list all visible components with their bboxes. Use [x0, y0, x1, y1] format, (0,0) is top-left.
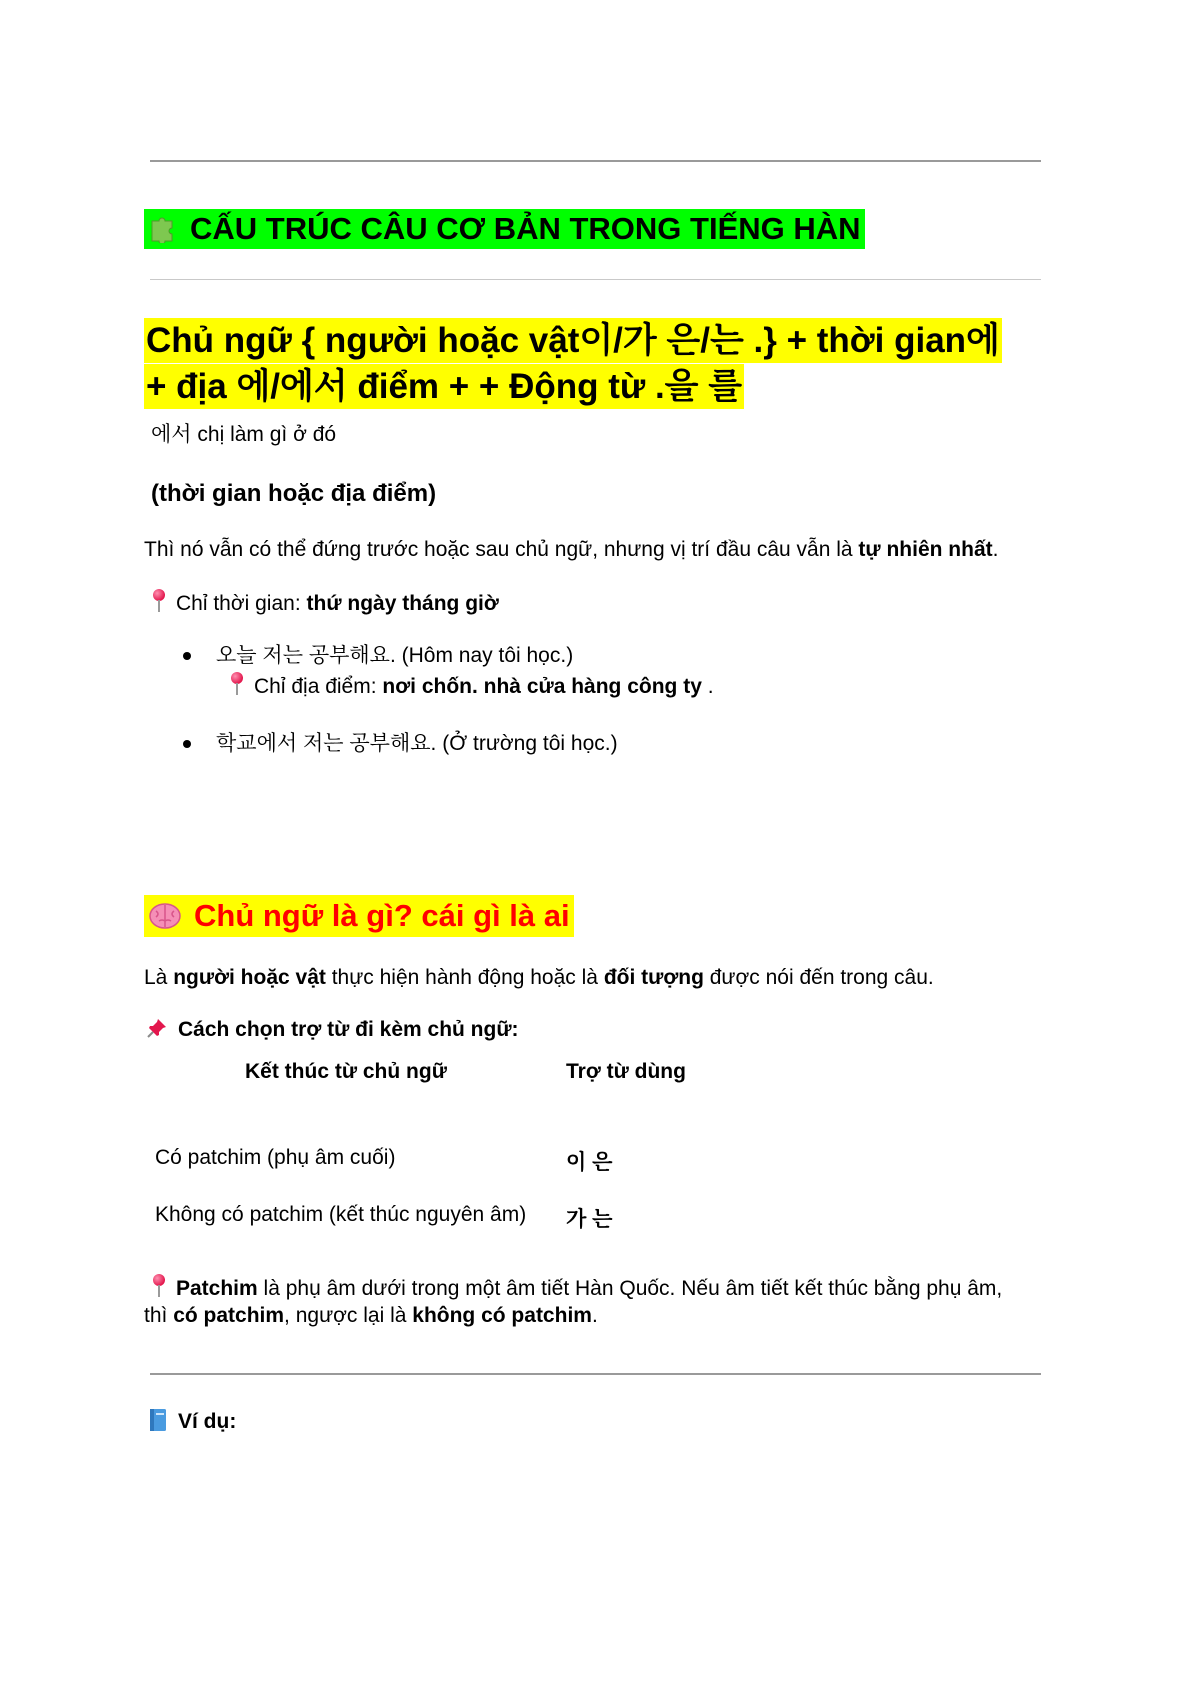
- bullet: [183, 740, 191, 748]
- patchim-note-line-2: [144, 1302, 598, 1330]
- example-heading-text: Ví dụ:: [178, 1410, 237, 1433]
- table-header-particle: Trợ từ dùng: [566, 1060, 686, 1083]
- def-bold: đối tượng: [603, 966, 704, 989]
- patchim-text: là phụ âm dưới trong một âm tiết Hàn Quốc. Nếu âm tiết kết thúc bằng phụ âm,: [257, 1277, 1003, 1300]
- place-point-label: Chỉ địa điểm:: [254, 675, 383, 698]
- def-text: Là: [144, 966, 174, 989]
- pushpin-icon: [146, 1017, 168, 1039]
- bullet: [183, 652, 191, 660]
- table-cell: 이 은: [566, 1151, 613, 1174]
- blue-book-icon: [148, 1408, 168, 1432]
- brain-icon: [148, 901, 182, 931]
- round-pushpin-icon: [228, 672, 246, 696]
- time-point-value: thứ ngày tháng giờ: [306, 592, 499, 615]
- document-title: [144, 209, 865, 249]
- position-note-bold: tự nhiên nhất: [858, 538, 993, 561]
- place-point-end: .: [701, 675, 714, 698]
- patchim-text: .: [591, 1304, 598, 1327]
- formula-line-1: Chủ ngữ { người hoặc vật이/가 은/는 .} + thời gian에: [144, 318, 1002, 363]
- section-divider: [150, 1373, 1041, 1375]
- def-bold: người hoặc vật: [173, 966, 326, 989]
- table-header-ending: Kết thúc từ chủ ngữ: [245, 1060, 447, 1083]
- subject-heading-text: Chủ ngữ là gì? cái gì là ai: [194, 898, 570, 933]
- round-pushpin-icon: [150, 1274, 168, 1298]
- position-note: [144, 536, 998, 564]
- subject-definition: [144, 964, 934, 992]
- table-cell: 가 는: [566, 1208, 613, 1231]
- table-cell: Có patchim (phụ âm cuối): [155, 1146, 396, 1169]
- top-divider: [150, 160, 1041, 162]
- patchim-text: thì: [144, 1304, 174, 1327]
- title-text: CẤU TRÚC CÂU CƠ BẢN TRONG TIẾNG HÀN: [190, 211, 861, 246]
- formula-line-2: + địa 에/에서 điểm + + Động từ .을 를: [144, 364, 744, 409]
- patchim-note-line-1: [150, 1274, 1002, 1303]
- patchim-text: , ngược lại là: [284, 1304, 413, 1327]
- example-1: 오늘 저는 공부해요. (Hôm nay tôi học.): [216, 644, 574, 667]
- patchim-bold: không có patchim: [412, 1304, 592, 1327]
- title-divider: [150, 279, 1041, 280]
- choose-particle-text: Cách chọn trợ từ đi kèm chủ ngữ:: [178, 1018, 519, 1041]
- time-point: [150, 589, 499, 618]
- place-point: [228, 672, 714, 701]
- example-2: 학교에서 저는 공부해요. (Ở trường tôi học.): [216, 732, 618, 755]
- position-note-text: Thì nó vẫn có thể đứng trước hoặc sau chủ ngữ, nhưng vị trí đầu câu vẫn là: [144, 538, 859, 561]
- puzzle-icon: [148, 213, 178, 243]
- round-pushpin-icon: [150, 589, 168, 613]
- place-point-value: nơi chốn. nhà cửa hàng công ty: [382, 675, 702, 698]
- patchim-bold: Patchim: [176, 1277, 258, 1300]
- choose-particle-heading: [146, 1016, 519, 1044]
- position-note-end: .: [992, 538, 999, 561]
- def-text: thực hiện hành động hoặc là: [325, 966, 604, 989]
- def-text: được nói đến trong câu.: [703, 966, 934, 989]
- subject-heading: [144, 895, 574, 937]
- table-cell: Không có patchim (kết thúc nguyên âm): [155, 1203, 527, 1226]
- patchim-bold: có patchim: [173, 1304, 285, 1327]
- example-heading: [148, 1408, 236, 1436]
- note-line: 에서 chị làm gì ở đó: [151, 423, 337, 446]
- sub-heading: (thời gian hoặc địa điểm): [151, 480, 437, 507]
- time-point-label: Chỉ thời gian:: [176, 592, 307, 615]
